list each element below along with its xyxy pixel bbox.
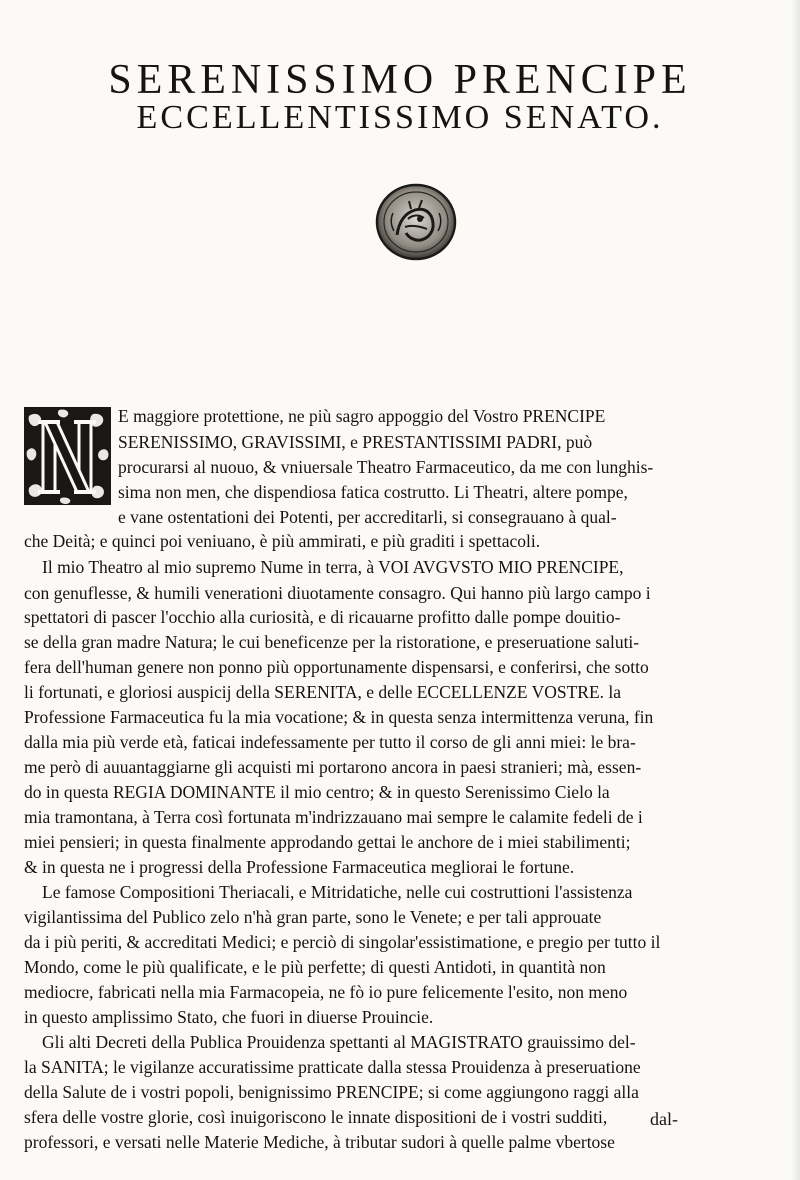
text-line: fera dell'human genere non ponno più opportunamente dispensarsi, e conferirsi, che sotto <box>24 657 649 677</box>
text-line: Il mio Theatro al mio supremo Nume in terra, à VOI AVGVSTO MIO PRENCIPE, <box>42 557 624 577</box>
text-line: procurarsi al nuouo, & vniuersale Theatro Farmaceutico, da me con lunghis- <box>118 457 654 477</box>
text-line: se della gran madre Natura; le cui beneficenze per la ristoratione, e preseruatione saluti- <box>24 632 640 652</box>
text-line: con genuflesse, & humili venerationi diuotamente consagro. Qui hanno più largo campo i <box>24 583 651 603</box>
text-line: sima non men, che dispendiosa fatica costrutto. Li Theatri, altere pompe, <box>118 482 628 502</box>
text-line: & in questa ne i progressi della Professione Farmaceutica megliorai le fortune. <box>24 857 575 877</box>
text-line: dalla mia più verde età, faticai indefessamente per tutto il corso de gli anni miei: le bra- <box>24 732 636 752</box>
printer-seal-emblem-icon <box>375 183 457 261</box>
text-line: mia tramontana, à Terra così fortunata m'indrizzauano mai sempre le calamite fedeli de i <box>24 807 643 827</box>
text-line: la SANITA; le vigilanze accuratissime pratticate dalla stessa Prouidenza à preseruatione <box>24 1057 641 1077</box>
text-line: me però di auuantaggiarne gli acquisti mi portarono ancora in paesi stranieri; mà, essen- <box>24 757 642 777</box>
text-line: in questo amplissimo Stato, che fuori in diuerse Prouincie. <box>24 1007 434 1027</box>
text-line: mediocre, fabricati nella mia Farmacopeia, ne fò io pure felicemente l'esito, non meno <box>24 982 628 1002</box>
catchword: dal- <box>650 1109 678 1129</box>
text-line: li fortunati, e gloriosi auspicij della SERENITA, e delle ECCELLENZE VOSTRE. la <box>24 682 622 702</box>
text-line: Gli alti Decreti della Publica Prouidenza spettanti al MAGISTRATO grauissimo del- <box>42 1032 636 1052</box>
text-line: Mondo, come le più qualificate, e le più perfette; di questi Antidoti, in quantità non <box>24 957 606 977</box>
text-line: Professione Farmaceutica fu la mia vocatione; & in questa senza intermittenza veruna, fin <box>24 707 654 727</box>
ornamental-initial-N-icon <box>23 406 112 506</box>
text-line: da i più periti, & accreditati Medici; e perciò di singolar'essistimatione, e pregio per tutto il <box>24 932 661 952</box>
text-line: e vane ostentationi dei Potenti, per accreditarli, si consegrauano à qual- <box>118 507 617 527</box>
page-title-line-2: ECCELLENTISSIMO SENATO. <box>136 99 664 136</box>
text-line: professori, e versati nelle Materie Mediche, à tributar sudori à quelle palme vbertose <box>24 1132 615 1152</box>
text-line: spettatori di pascer l'occhio alla curiosità, e di ricauarne profitto dalle pompe douitio- <box>24 607 621 627</box>
text-line: vigilantissima del Publico zelo n'hà gran parte, sono le Venete; e per tali approuate <box>24 907 602 927</box>
page-title-line-1: SERENISSIMO PRENCIPE <box>108 57 692 103</box>
text-line: SERENISSIMO, GRAVISSIMI, e PRESTANTISSIMI PADRI, può <box>118 432 593 452</box>
text-line: do in questa REGIA DOMINANTE il mio centro; & in questo Serenissimo Cielo la <box>24 782 610 802</box>
text-line: miei pensieri; in questa finalmente approdando gettai le anchore de i miei stabilimenti; <box>24 832 631 852</box>
text-line: che Deità; e quinci poi veniuano, è più ammirati, e più graditi i spettacoli. <box>24 531 541 551</box>
text-line: Le famose Compositioni Theriacali, e Mitridatiche, nelle cui costruttioni l'assistenza <box>42 882 633 902</box>
text-line: sfera delle vostre glorie, così inuigoriscono le innate dispositioni de i vostri sudditi, <box>24 1107 608 1127</box>
text-line: della Salute de i vostri popoli, benignissimo PRENCIPE; si come aggiungono raggi alla <box>24 1082 639 1102</box>
text-line: E maggiore protettione, ne più sagro appoggio del Vostro PRENCIPE <box>118 406 606 426</box>
